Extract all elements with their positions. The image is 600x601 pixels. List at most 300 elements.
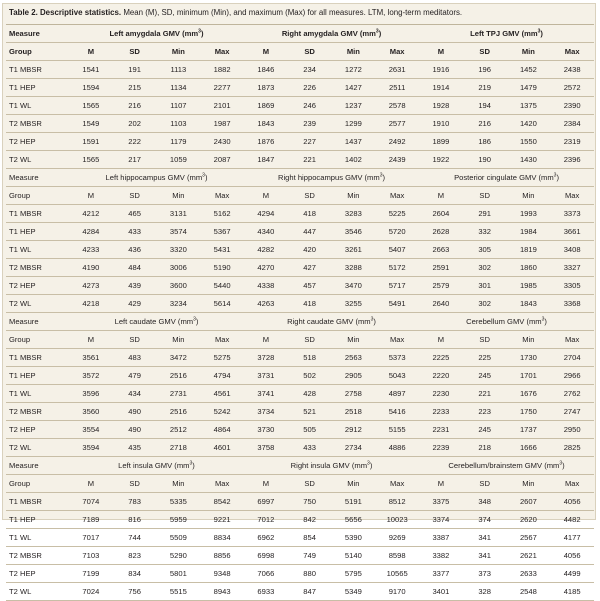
value-cell: 490 bbox=[113, 421, 157, 439]
table-row bbox=[6, 205, 594, 223]
value-cell: 216 bbox=[113, 97, 157, 115]
value-cell: 222 bbox=[113, 133, 157, 151]
value-cell: 5373 bbox=[375, 349, 419, 367]
value-cell: 490 bbox=[113, 403, 157, 421]
value-cell: 5140 bbox=[332, 547, 376, 565]
value-cell: 1591 bbox=[69, 133, 113, 151]
value-cell: 2628 bbox=[419, 223, 463, 241]
value-cell: 4218 bbox=[69, 295, 113, 313]
unit-superscript: 3 bbox=[375, 28, 379, 35]
group-cell: T2 WL bbox=[6, 583, 69, 601]
table-row bbox=[6, 349, 594, 367]
column-header-row bbox=[6, 43, 594, 61]
value-cell: 3472 bbox=[157, 349, 201, 367]
value-cell: 2621 bbox=[507, 547, 551, 565]
value-cell: 4284 bbox=[69, 223, 113, 241]
measure-group-title bbox=[244, 313, 419, 331]
value-cell: 1928 bbox=[419, 97, 463, 115]
value-cell: 5043 bbox=[375, 367, 419, 385]
value-cell: 3600 bbox=[157, 277, 201, 295]
value-cell: 2277 bbox=[200, 79, 244, 97]
value-cell: 3283 bbox=[332, 205, 376, 223]
measure-name: Cerebellum/brainstem GMV (mm bbox=[448, 461, 560, 470]
value-cell: 744 bbox=[113, 529, 157, 547]
value-cell: 428 bbox=[288, 385, 332, 403]
stat-column-header: Max bbox=[550, 475, 594, 493]
stat-column-header: M bbox=[244, 187, 288, 205]
group-cell: T2 WL bbox=[6, 295, 69, 313]
value-cell: 219 bbox=[463, 79, 507, 97]
value-cell: 7012 bbox=[244, 511, 288, 529]
value-cell: 1565 bbox=[69, 97, 113, 115]
value-cell: 3730 bbox=[244, 421, 288, 439]
value-cell: 1987 bbox=[200, 115, 244, 133]
value-cell: 221 bbox=[463, 385, 507, 403]
group-cell: T2 HEP bbox=[6, 565, 69, 583]
measure-name: Right hippocampus GMV (mm bbox=[278, 173, 380, 182]
value-cell: 1993 bbox=[507, 205, 551, 223]
stat-column-header: SD bbox=[463, 187, 507, 205]
group-column-header: Group bbox=[6, 187, 69, 205]
value-cell: 2220 bbox=[419, 367, 463, 385]
value-cell: 186 bbox=[463, 133, 507, 151]
value-cell: 1430 bbox=[507, 151, 551, 169]
unit-superscript: 3 bbox=[553, 172, 557, 179]
unit-superscript: 3 bbox=[202, 172, 205, 179]
value-cell: 4864 bbox=[200, 421, 244, 439]
table-row bbox=[6, 241, 594, 259]
value-cell: 5349 bbox=[332, 583, 376, 601]
value-cell: 3741 bbox=[244, 385, 288, 403]
value-cell: 2231 bbox=[419, 421, 463, 439]
table-row bbox=[6, 97, 594, 115]
value-cell: 5717 bbox=[375, 277, 419, 295]
value-cell: 191 bbox=[113, 61, 157, 79]
value-cell: 3288 bbox=[332, 259, 376, 277]
stat-column-header: Max bbox=[200, 43, 244, 61]
group-cell: T1 WL bbox=[6, 97, 69, 115]
value-cell: 4561 bbox=[200, 385, 244, 403]
stat-column-header: M bbox=[244, 43, 288, 61]
value-cell: 291 bbox=[463, 205, 507, 223]
value-cell: 5801 bbox=[157, 565, 201, 583]
stat-column-header: Min bbox=[507, 43, 551, 61]
value-cell: 2438 bbox=[550, 61, 594, 79]
measure-group-title bbox=[244, 457, 419, 475]
value-cell: 4338 bbox=[244, 277, 288, 295]
value-cell: 2567 bbox=[507, 529, 551, 547]
measure-header-row bbox=[6, 313, 594, 331]
value-cell: 348 bbox=[463, 493, 507, 511]
value-cell: 2516 bbox=[157, 367, 201, 385]
measure-name: Right insula GMV (mm bbox=[290, 461, 368, 470]
value-cell: 3387 bbox=[419, 529, 463, 547]
measure-label: Measure bbox=[6, 169, 69, 187]
value-cell: 2578 bbox=[375, 97, 419, 115]
value-cell: 457 bbox=[288, 277, 332, 295]
value-cell: 7066 bbox=[244, 565, 288, 583]
value-cell: 2439 bbox=[375, 151, 419, 169]
unit-close: ) bbox=[544, 317, 547, 326]
value-cell: 3373 bbox=[550, 205, 594, 223]
value-cell: 1103 bbox=[157, 115, 201, 133]
value-cell: 1134 bbox=[157, 79, 201, 97]
value-cell: 484 bbox=[113, 259, 157, 277]
value-cell: 234 bbox=[288, 61, 332, 79]
value-cell: 226 bbox=[288, 79, 332, 97]
value-cell: 7017 bbox=[69, 529, 113, 547]
value-cell: 2577 bbox=[375, 115, 419, 133]
unit-superscript: 3 bbox=[559, 460, 563, 467]
value-cell: 2762 bbox=[550, 385, 594, 403]
value-cell: 3734 bbox=[244, 403, 288, 421]
measure-group-title bbox=[69, 457, 244, 475]
group-column-header: Group bbox=[6, 475, 69, 493]
value-cell: 783 bbox=[113, 493, 157, 511]
stat-column-header: M bbox=[419, 475, 463, 493]
value-cell: 3554 bbox=[69, 421, 113, 439]
value-cell: 2905 bbox=[332, 367, 376, 385]
unit-superscript: 3 bbox=[370, 316, 374, 323]
stat-column-header: Min bbox=[157, 331, 201, 349]
value-cell: 2633 bbox=[507, 565, 551, 583]
unit-close: ) bbox=[204, 173, 208, 182]
value-cell: 4263 bbox=[244, 295, 288, 313]
value-cell: 2430 bbox=[200, 133, 244, 151]
value-cell: 3661 bbox=[550, 223, 594, 241]
value-cell: 5795 bbox=[332, 565, 376, 583]
value-cell: 1565 bbox=[69, 151, 113, 169]
stat-column-header: SD bbox=[113, 331, 157, 349]
table-row bbox=[6, 385, 594, 403]
value-cell: 225 bbox=[463, 349, 507, 367]
value-cell: 6933 bbox=[244, 583, 288, 601]
group-cell: T1 HEP bbox=[6, 367, 69, 385]
value-cell: 10023 bbox=[375, 511, 419, 529]
value-cell: 435 bbox=[113, 439, 157, 457]
value-cell: 420 bbox=[288, 241, 332, 259]
stat-column-header: Max bbox=[200, 187, 244, 205]
descriptive-statistics-table bbox=[6, 24, 594, 601]
value-cell: 4056 bbox=[550, 493, 594, 511]
value-cell: 5440 bbox=[200, 277, 244, 295]
unit-superscript: 3 bbox=[189, 460, 193, 467]
value-cell: 2912 bbox=[332, 421, 376, 439]
value-cell: 301 bbox=[463, 277, 507, 295]
value-cell: 2966 bbox=[550, 367, 594, 385]
table-row bbox=[6, 583, 594, 601]
value-cell: 1452 bbox=[507, 61, 551, 79]
value-cell: 1843 bbox=[507, 295, 551, 313]
value-cell: 7189 bbox=[69, 511, 113, 529]
value-cell: 7074 bbox=[69, 493, 113, 511]
value-cell: 216 bbox=[463, 115, 507, 133]
value-cell: 5172 bbox=[375, 259, 419, 277]
value-cell: 328 bbox=[463, 583, 507, 601]
value-cell: 4185 bbox=[550, 583, 594, 601]
group-cell: T1 WL bbox=[6, 529, 69, 547]
value-cell: 1860 bbox=[507, 259, 551, 277]
value-cell: 1420 bbox=[507, 115, 551, 133]
stat-column-header: M bbox=[419, 43, 463, 61]
value-cell: 1910 bbox=[419, 115, 463, 133]
value-cell: 2548 bbox=[507, 583, 551, 601]
value-cell: 2825 bbox=[550, 439, 594, 457]
value-cell: 816 bbox=[113, 511, 157, 529]
value-cell: 854 bbox=[288, 529, 332, 547]
value-cell: 5431 bbox=[200, 241, 244, 259]
table-panel bbox=[2, 3, 596, 596]
group-column-header: Group bbox=[6, 331, 69, 349]
value-cell: 479 bbox=[113, 367, 157, 385]
measure-group-title bbox=[69, 313, 244, 331]
stat-column-header: Min bbox=[507, 331, 551, 349]
stat-column-header: Min bbox=[332, 43, 376, 61]
stat-column-header: SD bbox=[113, 187, 157, 205]
value-cell: 4294 bbox=[244, 205, 288, 223]
stat-column-header: M bbox=[244, 475, 288, 493]
stat-column-header: M bbox=[419, 187, 463, 205]
value-cell: 465 bbox=[113, 205, 157, 223]
value-cell: 483 bbox=[113, 349, 157, 367]
value-cell: 5656 bbox=[332, 511, 376, 529]
value-cell: 2718 bbox=[157, 439, 201, 457]
group-cell: T2 MBSR bbox=[6, 403, 69, 421]
value-cell: 3408 bbox=[550, 241, 594, 259]
value-cell: 2758 bbox=[332, 385, 376, 403]
value-cell: 6997 bbox=[244, 493, 288, 511]
stat-column-header: Max bbox=[375, 43, 419, 61]
value-cell: 1549 bbox=[69, 115, 113, 133]
value-cell: 3377 bbox=[419, 565, 463, 583]
value-cell: 2225 bbox=[419, 349, 463, 367]
value-cell: 5720 bbox=[375, 223, 419, 241]
value-cell: 418 bbox=[288, 205, 332, 223]
value-cell: 439 bbox=[113, 277, 157, 295]
value-cell: 3401 bbox=[419, 583, 463, 601]
value-cell: 1819 bbox=[507, 241, 551, 259]
value-cell: 3728 bbox=[244, 349, 288, 367]
caption-text: Mean (M), SD, minimum (Min), and maximum (Max) for all measures. LTM, long-term meditators. bbox=[123, 8, 463, 17]
value-cell: 1272 bbox=[332, 61, 376, 79]
value-cell: 2511 bbox=[375, 79, 419, 97]
column-header-row bbox=[6, 475, 594, 493]
unit-superscript: 3 bbox=[193, 316, 196, 323]
value-cell: 2233 bbox=[419, 403, 463, 421]
value-cell: 3561 bbox=[69, 349, 113, 367]
value-cell: 4482 bbox=[550, 511, 594, 529]
value-cell: 8943 bbox=[200, 583, 244, 601]
value-cell: 239 bbox=[288, 115, 332, 133]
value-cell: 1899 bbox=[419, 133, 463, 151]
value-cell: 4499 bbox=[550, 565, 594, 583]
stat-column-header: SD bbox=[288, 43, 332, 61]
value-cell: 1914 bbox=[419, 79, 463, 97]
value-cell: 1847 bbox=[244, 151, 288, 169]
value-cell: 1984 bbox=[507, 223, 551, 241]
stat-column-header: M bbox=[69, 43, 113, 61]
value-cell: 2572 bbox=[550, 79, 594, 97]
value-cell: 1479 bbox=[507, 79, 551, 97]
value-cell: 4177 bbox=[550, 529, 594, 547]
value-cell: 4897 bbox=[375, 385, 419, 403]
value-cell: 1882 bbox=[200, 61, 244, 79]
value-cell: 1750 bbox=[507, 403, 551, 421]
value-cell: 2239 bbox=[419, 439, 463, 457]
value-cell: 4233 bbox=[69, 241, 113, 259]
value-cell: 1922 bbox=[419, 151, 463, 169]
value-cell: 756 bbox=[113, 583, 157, 601]
value-cell: 3470 bbox=[332, 277, 376, 295]
value-cell: 6998 bbox=[244, 547, 288, 565]
value-cell: 834 bbox=[113, 565, 157, 583]
value-cell: 1550 bbox=[507, 133, 551, 151]
unit-close: ) bbox=[192, 461, 195, 470]
value-cell: 4794 bbox=[200, 367, 244, 385]
value-cell: 223 bbox=[463, 403, 507, 421]
value-cell: 3368 bbox=[550, 295, 594, 313]
table-row bbox=[6, 565, 594, 583]
measure-group-title bbox=[419, 169, 594, 187]
value-cell: 1916 bbox=[419, 61, 463, 79]
stat-column-header: Min bbox=[157, 43, 201, 61]
stat-column-header: Min bbox=[157, 187, 201, 205]
value-cell: 9221 bbox=[200, 511, 244, 529]
value-cell: 217 bbox=[113, 151, 157, 169]
value-cell: 1437 bbox=[332, 133, 376, 151]
value-cell: 4282 bbox=[244, 241, 288, 259]
measure-label: Measure bbox=[6, 25, 69, 43]
value-cell: 3327 bbox=[550, 259, 594, 277]
table-row bbox=[6, 151, 594, 169]
value-cell: 2518 bbox=[332, 403, 376, 421]
table-row bbox=[6, 511, 594, 529]
value-cell: 1873 bbox=[244, 79, 288, 97]
measure-name: Left caudate GMV (mm bbox=[114, 317, 194, 326]
value-cell: 1846 bbox=[244, 61, 288, 79]
value-cell: 5275 bbox=[200, 349, 244, 367]
table-row bbox=[6, 493, 594, 511]
stat-column-header: M bbox=[69, 475, 113, 493]
value-cell: 1876 bbox=[244, 133, 288, 151]
value-cell: 5155 bbox=[375, 421, 419, 439]
value-cell: 5416 bbox=[375, 403, 419, 421]
value-cell: 8834 bbox=[200, 529, 244, 547]
value-cell: 1541 bbox=[69, 61, 113, 79]
measure-name: Left hippocampus GMV (mm bbox=[105, 173, 203, 182]
group-cell: T2 HEP bbox=[6, 277, 69, 295]
stat-column-header: SD bbox=[463, 43, 507, 61]
stat-column-header: Max bbox=[550, 187, 594, 205]
value-cell: 433 bbox=[288, 439, 332, 457]
measure-group-title bbox=[419, 25, 594, 43]
stat-column-header: M bbox=[244, 331, 288, 349]
group-column-header: Group bbox=[6, 43, 69, 61]
unit-superscript: 3 bbox=[537, 28, 541, 35]
value-cell: 5491 bbox=[375, 295, 419, 313]
stat-column-header: M bbox=[419, 331, 463, 349]
stat-column-header: Max bbox=[375, 331, 419, 349]
unit-superscript: 3 bbox=[198, 28, 201, 35]
stat-column-header: Min bbox=[332, 475, 376, 493]
value-cell: 215 bbox=[113, 79, 157, 97]
value-cell: 880 bbox=[288, 565, 332, 583]
value-cell: 3560 bbox=[69, 403, 113, 421]
stat-column-header: Max bbox=[200, 475, 244, 493]
value-cell: 221 bbox=[288, 151, 332, 169]
value-cell: 8598 bbox=[375, 547, 419, 565]
value-cell: 1179 bbox=[157, 133, 201, 151]
value-cell: 2704 bbox=[550, 349, 594, 367]
value-cell: 1676 bbox=[507, 385, 551, 403]
measure-header-row bbox=[6, 169, 594, 187]
value-cell: 5367 bbox=[200, 223, 244, 241]
value-cell: 518 bbox=[288, 349, 332, 367]
measure-group-title bbox=[419, 457, 594, 475]
value-cell: 749 bbox=[288, 547, 332, 565]
value-cell: 1666 bbox=[507, 439, 551, 457]
value-cell: 3234 bbox=[157, 295, 201, 313]
value-cell: 5162 bbox=[200, 205, 244, 223]
stat-column-header: Min bbox=[157, 475, 201, 493]
value-cell: 1730 bbox=[507, 349, 551, 367]
value-cell: 5290 bbox=[157, 547, 201, 565]
measure-name: Left amygdala GMV (mm bbox=[109, 29, 199, 38]
value-cell: 8856 bbox=[200, 547, 244, 565]
value-cell: 502 bbox=[288, 367, 332, 385]
measure-name: Posterior cingulate GMV (mm bbox=[454, 173, 554, 182]
value-cell: 4056 bbox=[550, 547, 594, 565]
value-cell: 842 bbox=[288, 511, 332, 529]
group-cell: T1 HEP bbox=[6, 223, 69, 241]
value-cell: 2516 bbox=[157, 403, 201, 421]
value-cell: 3305 bbox=[550, 277, 594, 295]
value-cell: 750 bbox=[288, 493, 332, 511]
column-header-row bbox=[6, 187, 594, 205]
value-cell: 2631 bbox=[375, 61, 419, 79]
value-cell: 2950 bbox=[550, 421, 594, 439]
value-cell: 3594 bbox=[69, 439, 113, 457]
value-cell: 2734 bbox=[332, 439, 376, 457]
value-cell: 6962 bbox=[244, 529, 288, 547]
value-cell: 245 bbox=[463, 367, 507, 385]
group-cell: T1 MBSR bbox=[6, 205, 69, 223]
value-cell: 7024 bbox=[69, 583, 113, 601]
unit-close: ) bbox=[369, 461, 373, 470]
value-cell: 3375 bbox=[419, 493, 463, 511]
value-cell: 521 bbox=[288, 403, 332, 421]
value-cell: 10565 bbox=[375, 565, 419, 583]
measure-group-title bbox=[69, 25, 244, 43]
table-row bbox=[6, 223, 594, 241]
value-cell: 434 bbox=[113, 385, 157, 403]
value-cell: 341 bbox=[463, 529, 507, 547]
value-cell: 196 bbox=[463, 61, 507, 79]
value-cell: 847 bbox=[288, 583, 332, 601]
measure-group-title bbox=[419, 313, 594, 331]
value-cell: 1059 bbox=[157, 151, 201, 169]
value-cell: 5191 bbox=[332, 493, 376, 511]
value-cell: 8542 bbox=[200, 493, 244, 511]
table-row bbox=[6, 547, 594, 565]
value-cell: 447 bbox=[288, 223, 332, 241]
table-row bbox=[6, 421, 594, 439]
stat-column-header: M bbox=[69, 187, 113, 205]
value-cell: 505 bbox=[288, 421, 332, 439]
measure-name: Left insula GMV (mm bbox=[118, 461, 190, 470]
value-cell: 2620 bbox=[507, 511, 551, 529]
unit-close: ) bbox=[540, 29, 543, 38]
